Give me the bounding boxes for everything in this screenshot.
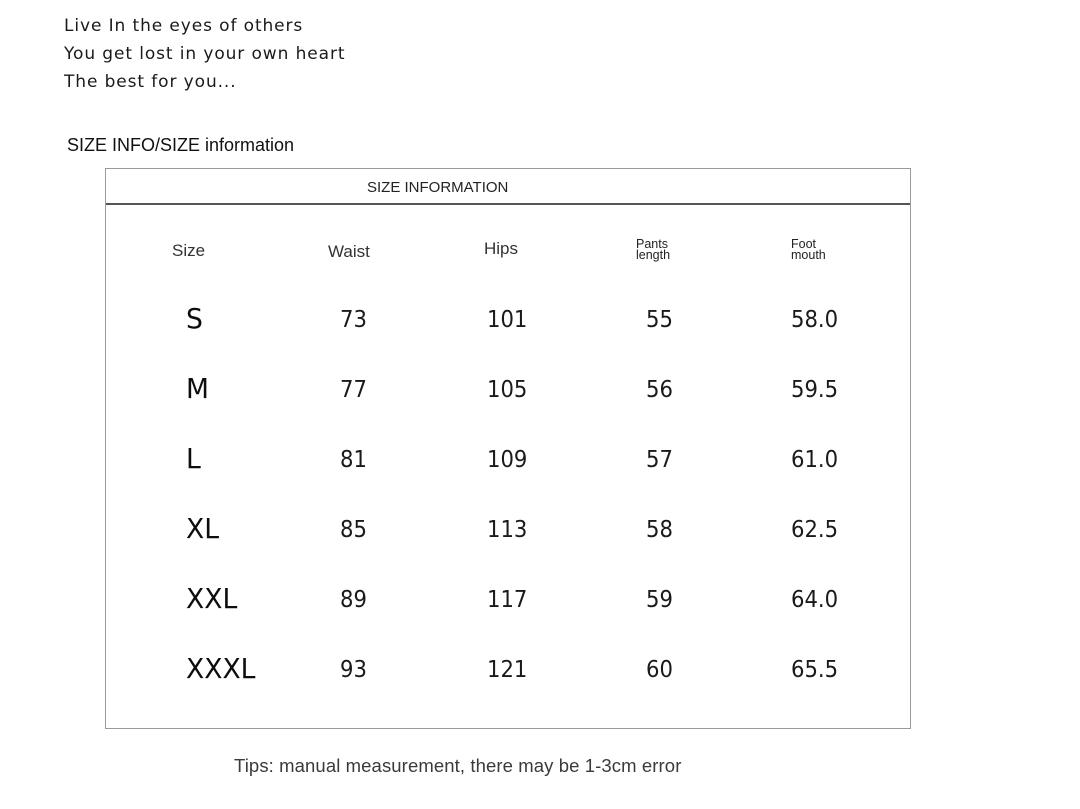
size-table: [105, 168, 911, 729]
table-cell-hips: 105: [487, 377, 528, 403]
column-header-hips: Hips: [484, 239, 519, 258]
size-table-title: SIZE INFORMATION: [367, 179, 509, 196]
measurement-tip: Tips: manual measurement, there may be 1-3cm error: [234, 755, 682, 776]
table-cell-waist: 77: [340, 377, 367, 403]
table-cell-waist: 89: [340, 587, 367, 613]
column-header-foot-mouth: [791, 239, 826, 261]
column-header-waist: Waist: [328, 242, 370, 261]
table-cell-size: XXL: [186, 582, 238, 615]
table-cell-foot-mouth: 65.5: [791, 657, 839, 683]
table-cell-pants-length: 60: [646, 657, 673, 683]
table-cell-pants-length: 56: [646, 377, 673, 403]
table-cell-waist: 93: [340, 657, 367, 683]
table-cell-waist: 73: [340, 307, 367, 333]
table-cell-hips: 113: [487, 517, 528, 543]
table-cell-hips: 117: [487, 587, 528, 613]
table-cell-foot-mouth: 62.5: [791, 517, 839, 543]
column-header-foot-mouth-line: Foot: [791, 237, 817, 251]
table-cell-pants-length: 57: [646, 447, 673, 473]
table-cell-size: S: [186, 302, 203, 335]
table-cell-hips: 121: [487, 657, 528, 683]
table-cell-size: XL: [186, 512, 220, 545]
slogan-line: You get lost in your own heart: [64, 44, 346, 64]
slogan-line: Live In the eyes of others: [64, 16, 304, 36]
table-cell-foot-mouth: 58.0: [791, 307, 839, 333]
table-cell-pants-length: 55: [646, 307, 673, 333]
slogan-line: The best for you...: [64, 72, 237, 92]
column-header-foot-mouth-line: mouth: [791, 248, 826, 262]
table-cell-hips: 101: [487, 307, 528, 333]
section-title: SIZE INFO/SIZE information: [67, 135, 295, 155]
size-table-header: [106, 169, 910, 205]
table-cell-waist: 81: [340, 447, 367, 473]
table-cell-pants-length: 58: [646, 517, 673, 543]
table-cell-size: M: [186, 372, 209, 405]
column-header-pants-length: [636, 239, 670, 261]
table-cell-foot-mouth: 61.0: [791, 447, 839, 473]
slogan: [64, 12, 345, 96]
column-header-pants-length-line: length: [636, 248, 671, 262]
table-cell-hips: 109: [487, 447, 528, 473]
table-cell-foot-mouth: 59.5: [791, 377, 839, 403]
table-cell-size: L: [186, 442, 201, 475]
table-cell-waist: 85: [340, 517, 367, 543]
column-header-pants-length-line: Pants: [636, 237, 668, 251]
table-cell-pants-length: 59: [646, 587, 673, 613]
table-cell-foot-mouth: 64.0: [791, 587, 839, 613]
table-cell-size: XXXL: [186, 652, 256, 685]
column-header-size: Size: [172, 241, 206, 260]
